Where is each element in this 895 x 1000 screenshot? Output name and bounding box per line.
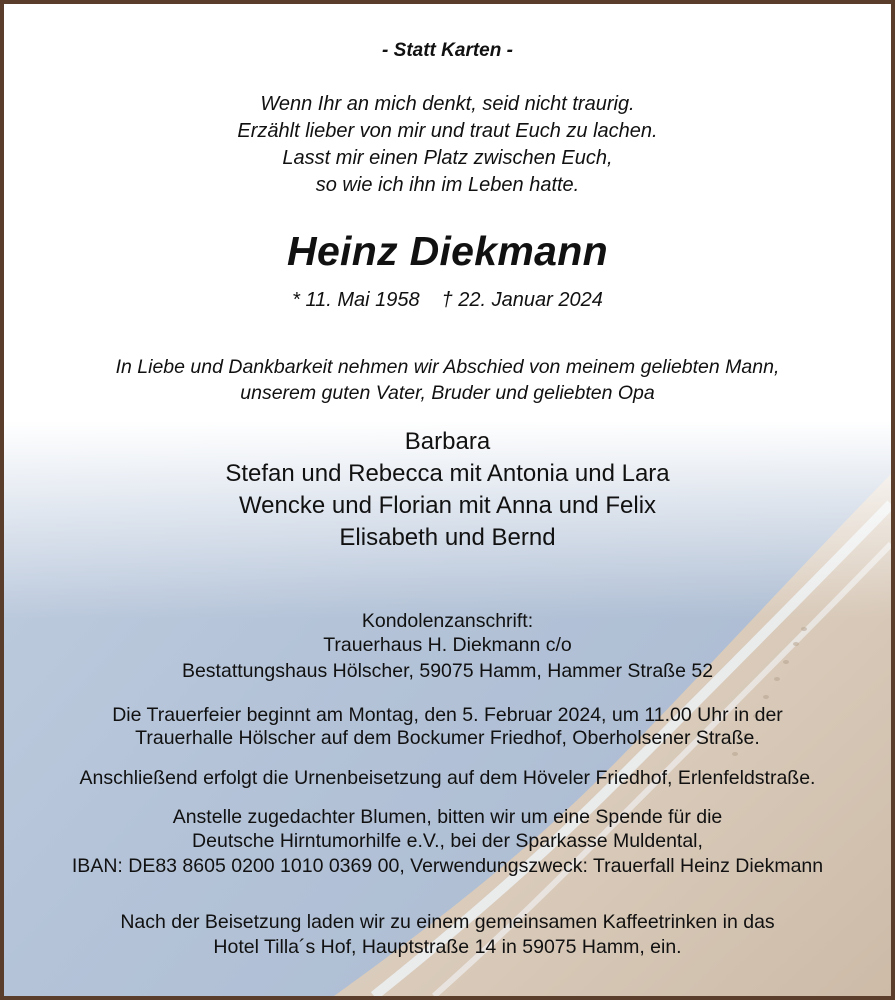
family-member-1: Barbara xyxy=(404,428,491,455)
ceremony-line-2: Trauerhalle Hölscher auf dem Bockumer Friedhof, Oberholsener Straße. xyxy=(135,727,760,749)
donation-line-2: Deutsche Hirntumorhilfe e.V., bei der Sparkasse Muldental, xyxy=(192,830,703,852)
condolence-line-3: Bestattungshaus Hölscher, 59075 Hamm, Hammer Straße 52 xyxy=(181,660,714,682)
urn-burial-line: Anschließend erfolgt die Urnenbeisetzung auf dem Höveler Friedhof, Erlenfeldstraße. xyxy=(79,767,816,789)
farewell-line-1: In Liebe und Dankbarkeit nehmen wir Abschied von meinem geliebten Mann, xyxy=(115,356,780,378)
poem-line-1: Wenn Ihr an mich denkt, seid nicht traurig. xyxy=(260,93,635,115)
condolence-line-2: Trauerhaus H. Diekmann c/o xyxy=(323,634,572,656)
ceremony-line-1: Die Trauerfeier beginnt am Montag, den 5. Februar 2024, um 11.00 Uhr in der xyxy=(112,704,783,726)
donation-line-1: Anstelle zugedachter Blumen, bitten wir um eine Spende für die xyxy=(172,806,723,828)
life-dates xyxy=(4,289,891,312)
poem-line-4: so wie ich ihn im Leben hatte. xyxy=(315,174,580,196)
family-member-4: Elisabeth und Bernd xyxy=(339,524,556,551)
condolence-line-1: Kondolenzanschrift: xyxy=(361,610,534,632)
birth-date: * 11. Mai 1958 xyxy=(292,289,420,311)
poem-line-3: Lasst mir einen Platz zwischen Euch, xyxy=(282,147,613,169)
poem-line-2: Erzählt lieber von mir und traut Euch zu lachen. xyxy=(237,120,658,142)
obituary-card xyxy=(4,4,891,996)
obituary-content xyxy=(4,4,891,996)
farewell-line-2: unserem guten Vater, Bruder und geliebten Opa xyxy=(240,382,655,404)
family-member-2: Stefan und Rebecca mit Antonia und Lara xyxy=(225,460,670,487)
header-statt-karten: - Statt Karten - xyxy=(382,40,513,61)
coffee-line-1: Nach der Beisetzung laden wir zu einem gemeinsamen Kaffeetrinken in das xyxy=(120,911,775,933)
deceased-name: Heinz Diekmann xyxy=(287,228,608,274)
coffee-line-2: Hotel Tilla´s Hof, Hauptstraße 14 in 59075 Hamm, ein. xyxy=(213,936,682,958)
donation-line-3: IBAN: DE83 8605 0200 1010 0369 00, Verwendungszweck: Trauerfall Heinz Diekmann xyxy=(71,855,824,877)
family-member-3: Wencke und Florian mit Anna und Felix xyxy=(238,492,657,519)
death-date: † 22. Januar 2024 xyxy=(441,289,603,311)
